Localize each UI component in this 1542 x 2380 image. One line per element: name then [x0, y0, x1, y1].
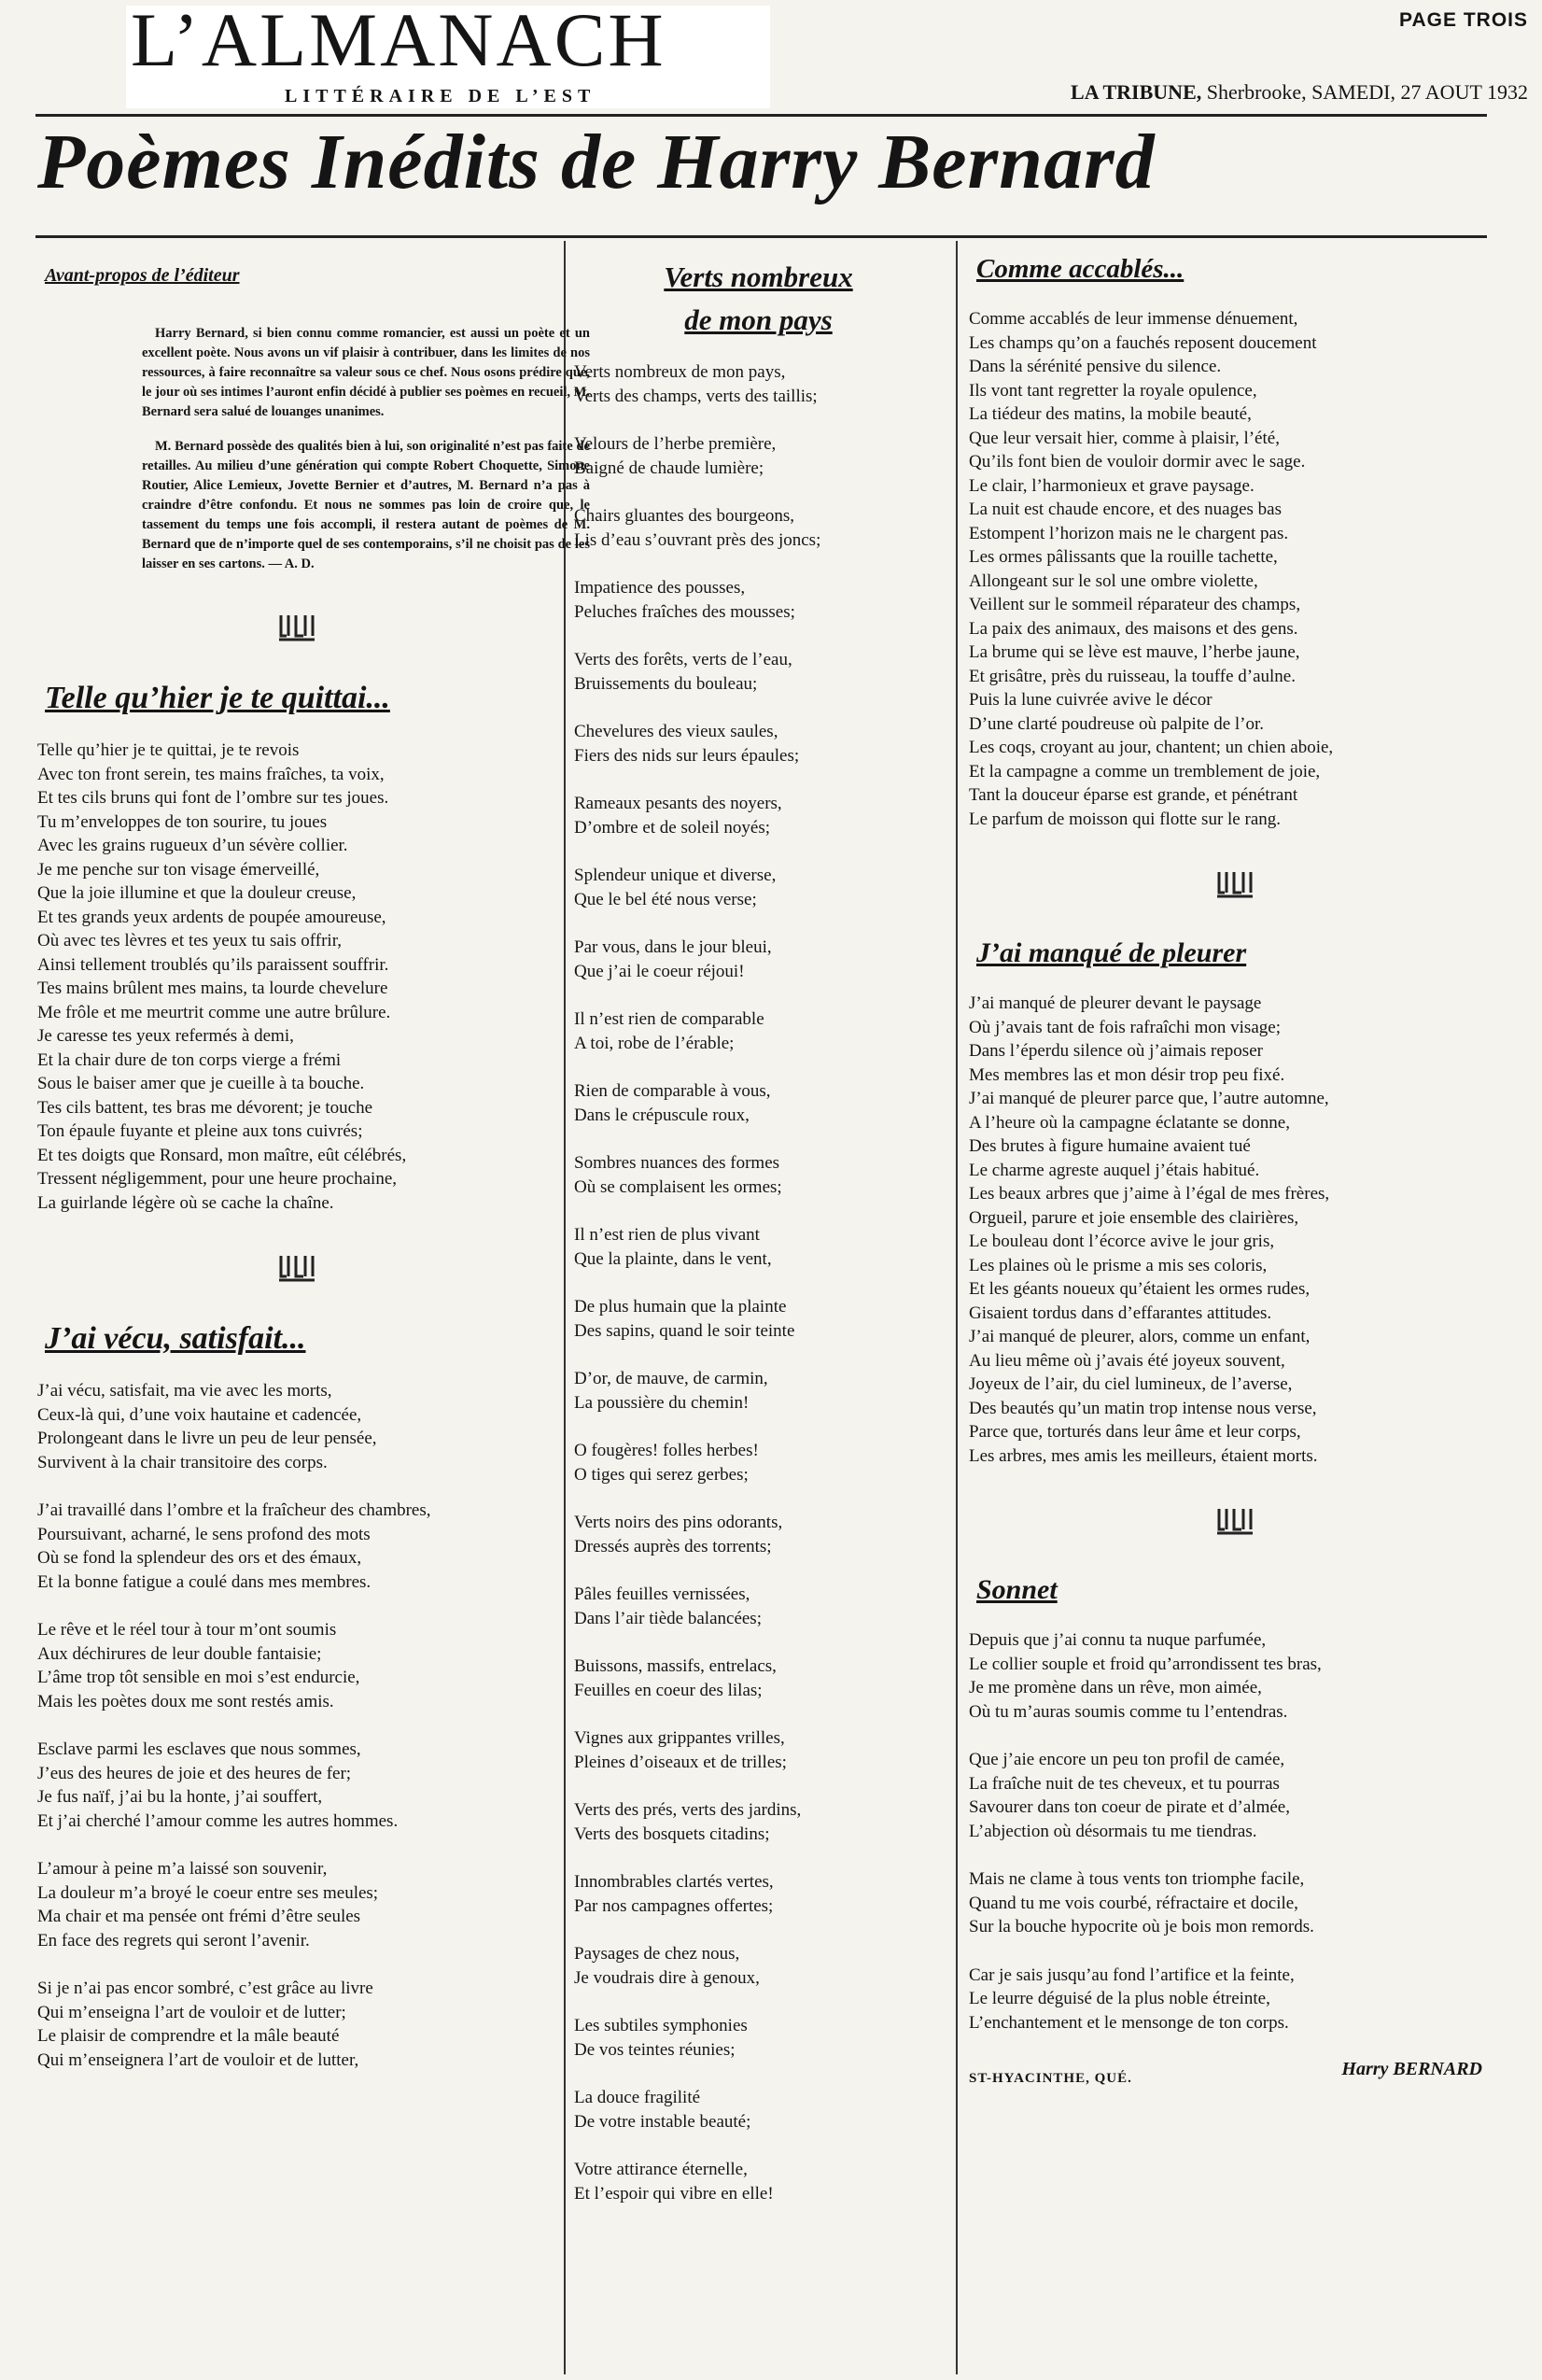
- verse-line: Et les géants noueux qu’étaient les ormes rudes,: [969, 1279, 1311, 1299]
- page-headline: Poèmes Inédits de Harry Bernard: [37, 119, 1156, 205]
- verse-line: La paix des animaux, des maisons et des gens.: [969, 618, 1298, 639]
- page-label: PAGE TROIS: [1399, 9, 1528, 31]
- verse-line: Je me promène dans un rêve, mon aimée,: [969, 1678, 1262, 1697]
- verse-line: Baigné de chaude lumière;: [574, 458, 764, 478]
- verse-line: Paysages de chez nous,: [574, 1944, 740, 1964]
- verse-line: Peluches fraîches des mousses;: [574, 601, 795, 622]
- verse-line: A l’heure où la campagne éclatante se donne,: [969, 1112, 1290, 1133]
- verse-line: Les subtiles symphonies: [574, 2016, 748, 2035]
- verse-line: Allongeant sur le sol une ombre violette,: [969, 570, 1258, 591]
- column-1: [37, 252, 590, 2096]
- verse-line: Je voudrais dire à genoux,: [574, 1967, 760, 1988]
- top-rule: [35, 114, 1487, 117]
- stanza: [574, 360, 943, 408]
- foreword-title: Avant-propos de l’éditeur: [45, 265, 240, 286]
- stanza: [574, 1726, 943, 1774]
- verse-line: Verts des prés, verts des jardins,: [574, 1800, 802, 1820]
- stanza: [969, 1748, 1501, 1843]
- verse-line: Tes mains brûlent mes mains, ta lourde chevelure: [37, 979, 388, 998]
- verse-line: Où se complaisent les ormes;: [574, 1176, 782, 1197]
- verse-line: Et la campagne a comme un tremblement de joie,: [969, 761, 1321, 782]
- verse-line: Je caresse tes yeux refermés à demi,: [37, 1026, 294, 1046]
- poem-title: J’ai vécu, satisfait...: [45, 1321, 306, 1356]
- stanza: [574, 936, 943, 983]
- verse-line: De vos teintes réunies;: [574, 2039, 736, 2060]
- verse-line: Ton épaule fuyante et pleine aux tons cuivrés;: [37, 1121, 363, 1141]
- verse-line: D’une clarté poudreuse où palpite de l’or.: [969, 713, 1265, 734]
- verse-line: Où avec tes lèvres et tes yeux tu sais offrir,: [37, 931, 343, 951]
- headline-rule: [35, 235, 1487, 238]
- verse-line: Il n’est rien de plus vivant: [574, 1225, 760, 1245]
- stanza: [969, 992, 1501, 1468]
- poem-title-line: Verts nombreux: [664, 261, 853, 293]
- column-2: [574, 252, 943, 2230]
- author-signature: Harry BERNARD: [1341, 2059, 1482, 2079]
- stanza: [574, 2014, 943, 2062]
- verse-line: La guirlande légère où se cache la chaîne.: [37, 1192, 334, 1213]
- stanza: [574, 2158, 943, 2205]
- verse-line: Quand tu me vois courbé, réfractaire et docile,: [969, 1893, 1298, 1913]
- verse-line: Il n’est rien de comparable: [574, 1009, 764, 1029]
- verse-line: Esclave parmi les esclaves que nous sommes,: [37, 1739, 361, 1759]
- author-location: ST-HYACINTHE, QUÉ.: [969, 2071, 1132, 2086]
- poem-title: Sonnet: [976, 1574, 1058, 1605]
- stanza: [574, 1583, 943, 1630]
- verse-line: Au lieu même où j’avais été joyeux souvent,: [969, 1350, 1285, 1371]
- verse-line: Le bouleau dont l’écorce avive le jour gris,: [969, 1232, 1275, 1251]
- ornament-icon: [277, 612, 316, 643]
- verse-line: Et tes doigts que Ronsard, mon maître, eût célébrés,: [37, 1145, 407, 1165]
- dateline: [1071, 80, 1528, 105]
- verse-line: Lis d’eau s’ouvrant près des joncs;: [574, 529, 821, 550]
- verse-line: Car je sais jusqu’au fond l’artifice et la feinte,: [969, 1965, 1295, 1985]
- verse-line: Fiers des nids sur leurs épaules;: [574, 745, 800, 766]
- stanza: [969, 307, 1501, 831]
- verse-line: En face des regrets qui seront l’avenir.: [37, 1930, 310, 1950]
- verse-line: Velours de l’herbe première,: [574, 434, 777, 454]
- verse-line: Tant la douceur éparse est grande, et pénétrant: [969, 785, 1298, 805]
- verts-poem-body: [574, 360, 943, 2205]
- verse-line: Parce que, torturés dans leur âme et leur corps,: [969, 1422, 1301, 1442]
- verse-line: Des brutes à figure humaine avaient tué: [969, 1136, 1251, 1156]
- verse-line: Et l’espoir qui vibre en elle!: [574, 2183, 774, 2204]
- verse-line: Le parfum de moisson qui flotte sur le rang.: [969, 809, 1282, 829]
- verse-line: Verts des champs, verts des taillis;: [574, 386, 818, 406]
- verse-line: Savourer dans ton coeur de pirate et d’almée,: [969, 1797, 1290, 1817]
- verse-line: L’amour à peine m’a laissé son souvenir,: [37, 1859, 328, 1879]
- verse-line: Dans la sérénité pensive du silence.: [969, 357, 1222, 376]
- verse-line: D’ombre et de soleil noyés;: [574, 817, 771, 838]
- verse-line: Gisaient tordus dans d’effarantes attitudes.: [969, 1303, 1272, 1323]
- verse-line: Chairs gluantes des bourgeons,: [574, 506, 795, 526]
- verse-line: Que j’aie encore un peu ton profil de camée,: [969, 1750, 1285, 1769]
- verse-line: La douleur m’a broyé le coeur entre ses meules;: [37, 1882, 379, 1903]
- verse-line: Verts nombreux de mon pays,: [574, 362, 786, 382]
- verse-line: Les arbres, mes amis les meilleurs, étaient morts.: [969, 1445, 1318, 1466]
- stanza: [574, 648, 943, 696]
- verse-line: Splendeur unique et diverse,: [574, 866, 777, 885]
- verse-line: Orgueil, parure et joie ensemble des clairières,: [969, 1207, 1299, 1228]
- verse-line: La tiédeur des matins, la mobile beauté,: [969, 404, 1252, 424]
- verse-line: L’abjection où désormais tu me tiendras.: [969, 1821, 1257, 1841]
- verse-line: Sombres nuances des formes: [574, 1153, 780, 1173]
- verse-line: Des beautés qu’un matin trop intense nous verse,: [969, 1398, 1317, 1418]
- verse-line: A toi, robe de l’érable;: [574, 1033, 735, 1053]
- stanza: [574, 1798, 943, 1846]
- stanza: [574, 720, 943, 768]
- column-divider-2: [956, 241, 958, 2374]
- verse-line: Votre attirance éternelle,: [574, 2160, 748, 2179]
- stanza: [574, 1870, 943, 1918]
- verse-line: Les beaux arbres que j’aime à l’égal de mes frères,: [969, 1184, 1330, 1204]
- verse-line: Par nos campagnes offertes;: [574, 1895, 774, 1916]
- verse-line: Pleines d’oiseaux et de trilles;: [574, 1752, 787, 1772]
- verse-line: Bruissements du bouleau;: [574, 673, 758, 694]
- verse-line: Le rêve et le réel tour à tour m’ont soumis: [37, 1620, 337, 1640]
- verse-line: Les ormes pâlissants que la rouille tachette,: [969, 547, 1278, 567]
- verse-line: Dressés auprès des torrents;: [574, 1536, 772, 1556]
- poem-title: [574, 256, 943, 342]
- stanza: [37, 1857, 555, 1952]
- verse-line: Que la plainte, dans le vent,: [574, 1248, 772, 1269]
- verse-line: Joyeux de l’air, du ciel lumineux, de l’averse,: [969, 1374, 1293, 1394]
- poem-title: Telle qu’hier je te quittai...: [45, 681, 390, 715]
- verse-line: Et grisâtre, près du ruisseau, la touffe d’aulne.: [969, 666, 1296, 686]
- verse-line: Telle qu’hier je te quittai, je te revois: [37, 740, 300, 760]
- verse-line: J’ai manqué de pleurer parce que, l’autre automne,: [969, 1089, 1329, 1108]
- verse-line: J’eus des heures de joie et des heures de fer;: [37, 1763, 352, 1783]
- verse-line: J’ai travaillé dans l’ombre et la fraîcheur des chambres,: [37, 1500, 431, 1520]
- verse-line: Que le bel été nous verse;: [574, 889, 757, 909]
- stanza: [574, 576, 943, 624]
- verse-line: Pâles feuilles vernissées,: [574, 1584, 750, 1604]
- stanza: [37, 1738, 555, 1833]
- verse-line: Mais ne clame à tous vents ton triomphe facile,: [969, 1869, 1305, 1889]
- stanza: [969, 1964, 1501, 2035]
- stanza: [969, 1867, 1501, 1939]
- verse-line: Ils vont tant regretter la royale opulence,: [969, 380, 1257, 401]
- stanza: [574, 1655, 943, 1702]
- verse-line: Par vous, dans le jour bleui,: [574, 937, 772, 957]
- stanza: [574, 1439, 943, 1486]
- verse-line: Ainsi tellement troublés qu’ils paraissent souffrir.: [37, 954, 389, 975]
- verse-line: Que la joie illumine et que la douleur creuse,: [37, 883, 357, 903]
- verse-line: J’ai manqué de pleurer, alors, comme un enfant,: [969, 1327, 1311, 1346]
- verse-line: Buissons, massifs, entrelacs,: [574, 1656, 777, 1676]
- stanza: [574, 432, 943, 480]
- poem-title: Comme accablés...: [976, 254, 1185, 284]
- verse-line: Que leur versait hier, comme à plaisir, l’été,: [969, 428, 1280, 448]
- verse-line: Me frôle et me meurtrit comme une autre brûlure.: [37, 1002, 391, 1022]
- verse-line: Ceux-là qui, d’une voix hautaine et cadencée,: [37, 1404, 362, 1425]
- masthead-logo: [126, 0, 770, 108]
- verse-line: Avec les grains rugueux d’un sévère collier.: [37, 836, 348, 855]
- verse-line: Si je n’ai pas encor sombré, c’est grâce au livre: [37, 1979, 373, 1998]
- verse-line: Le collier souple et froid qu’arrondissent tes bras,: [969, 1654, 1322, 1674]
- ornament-icon: [1215, 868, 1255, 900]
- verse-line: Ma chair et ma pensée ont frémi d’être seules: [37, 1907, 361, 1926]
- verse-line: Rameaux pesants des noyers,: [574, 794, 782, 813]
- verse-line: Verts noirs des pins odorants,: [574, 1513, 783, 1532]
- verse-line: Que j’ai le coeur réjoui!: [574, 961, 745, 981]
- verse-line: Qui m’enseigna l’art de vouloir et de lutter;: [37, 2002, 346, 2022]
- foreword-paragraph: M. Bernard possède des qualités bien à lui, son originalité n’est pas faite de retailles. Au milieu d’une génération qui compte Robert Choquette, Simone Routier, Alice Lemieux, Jovette Bernier et d’autres, M. Bernard n’a pas à craindre d’être confondu. Et nous ne sommes pas loin de croire que, le tassement du temps une fois accompli, il restera autant de poèmes de M. Bernard que de n’importe quel de ses contemporains, s’il ne choisit pas de les laisser en ses cartons. — A. D.: [142, 439, 590, 571]
- column-3: [969, 252, 1501, 2087]
- verse-line: De votre instable beauté;: [574, 2111, 751, 2132]
- stanza: [574, 1223, 943, 1271]
- poem-title: J’ai manqué de pleurer: [976, 937, 1247, 968]
- verse-line: O tiges qui serez gerbes;: [574, 1464, 749, 1485]
- verse-line: Aux déchirures de leur double fantaisie;: [37, 1643, 322, 1664]
- verse-line: Où se fond la splendeur des ors et des émaux,: [37, 1548, 362, 1568]
- stanza: [37, 1977, 555, 2072]
- verse-line: Tu m’enveloppes de ton sourire, tu joues: [37, 811, 328, 832]
- stanza: [574, 792, 943, 839]
- dateline-text: Sherbrooke, SAMEDI, 27 AOUT 1932: [1206, 80, 1528, 104]
- verse-line: Tressent négligemment, pour une heure prochaine,: [37, 1169, 398, 1189]
- verse-line: Estompent l’horizon mais ne le chargent pas.: [969, 523, 1289, 543]
- verse-line: Rien de comparable à vous,: [574, 1081, 771, 1101]
- verse-line: Dans l’air tiède balancées;: [574, 1608, 762, 1628]
- stanza: [37, 1499, 555, 1594]
- verse-line: Poursuivant, acharné, le sens profond des mots: [37, 1524, 371, 1544]
- verse-line: Comme accablés de leur immense dénuement,: [969, 309, 1298, 329]
- verse-line: La brume qui se lève est mauve, l’herbe jaune,: [969, 642, 1300, 662]
- verse-line: Les plaines où le prisme a mis ses coloris,: [969, 1255, 1268, 1275]
- verse-line: Puis la lune cuivrée avive le décor: [969, 690, 1213, 710]
- ornament-icon: [1215, 1505, 1255, 1537]
- stanza: [574, 864, 943, 911]
- verse-line: De plus humain que la plainte: [574, 1297, 787, 1317]
- verse-line: Où j’avais tant de fois rafraîchi mon visage;: [969, 1017, 1281, 1037]
- poem-title-line: de mon pays: [684, 303, 833, 336]
- verse-line: Feuilles en coeur des lilas;: [574, 1680, 763, 1700]
- verse-line: Qui m’enseignera l’art de vouloir et de lutter,: [37, 2049, 359, 2070]
- verse-line: Verts des forêts, verts de l’eau,: [574, 650, 792, 669]
- verse-line: Et la bonne fatigue a coulé dans mes membres.: [37, 1571, 371, 1592]
- masthead-subtitle: LITTÉRAIRE DE L’EST: [285, 86, 596, 106]
- verse-line: Mes membres las et mon désir trop peu fixé.: [969, 1064, 1285, 1085]
- stanza: [574, 1295, 943, 1343]
- newspaper-name: LA TRIBUNE,: [1071, 80, 1202, 104]
- verse-line: Dans l’éperdu silence où j’aimais reposer: [969, 1041, 1263, 1061]
- verse-line: Sur la bouche hypocrite où je bois mon remords.: [969, 1917, 1314, 1936]
- verse-line: La douce fragilité: [574, 2088, 701, 2107]
- verse-line: Impatience des pousses,: [574, 578, 746, 598]
- verse-line: Les coqs, croyant au jour, chantent; un chien aboie,: [969, 738, 1334, 757]
- stanza: [574, 1367, 943, 1415]
- verse-line: Et tes grands yeux ardents de poupée amoureuse,: [37, 907, 386, 927]
- verse-line: La nuit est chaude encore, et des nuages bas: [969, 500, 1283, 519]
- verse-line: Verts des bosquets citadins;: [574, 1824, 770, 1844]
- stanza: [37, 1379, 555, 1474]
- verse-line: Chevelures des vieux saules,: [574, 722, 778, 741]
- verse-line: Innombrables clartés vertes,: [574, 1872, 774, 1892]
- verse-line: Prolongeant dans le livre un peu de leur pensée,: [37, 1429, 377, 1448]
- verse-line: L’âme trop tôt sensible en moi s’est endurcie,: [37, 1668, 360, 1687]
- verse-line: La fraîche nuit de tes cheveux, et tu pourras: [969, 1773, 1280, 1794]
- verse-line: Et tes cils bruns qui font de l’ombre sur tes joues.: [37, 788, 389, 808]
- verse-line: Tes cils battent, tes bras me dévorent; je touche: [37, 1097, 373, 1118]
- stanza: [969, 1628, 1501, 1724]
- stanza: [574, 1942, 943, 1990]
- verse-line: D’or, de mauve, de carmin,: [574, 1369, 768, 1388]
- verse-line: Où tu m’auras soumis comme tu l’entendras.: [969, 1701, 1288, 1722]
- verse-line: Avec ton front serein, tes mains fraîches, ta voix,: [37, 764, 385, 784]
- verse-line: J’ai manqué de pleurer devant le paysage: [969, 993, 1262, 1013]
- verse-line: Et j’ai cherché l’amour comme les autres hommes.: [37, 1810, 399, 1831]
- verse-line: Vignes aux grippantes vrilles,: [574, 1728, 785, 1748]
- foreword-text: [142, 324, 590, 574]
- verse-line: Sous le baiser amer que je cueille à ta bouche.: [37, 1074, 365, 1093]
- stanza: [574, 1007, 943, 1055]
- verse-line: Et la chair dure de ton corps vierge a frémi: [37, 1049, 342, 1070]
- verse-line: La poussière du chemin!: [574, 1392, 750, 1413]
- verse-line: Mais les poètes doux me sont restés amis.: [37, 1691, 334, 1711]
- verse-line: Dans le crépuscule roux,: [574, 1105, 750, 1125]
- verse-line: Le leurre déguisé de la plus noble étreinte,: [969, 1989, 1270, 2008]
- stanza: [574, 504, 943, 552]
- ornament-icon: [277, 1252, 316, 1284]
- verse-line: Survivent à la chair transitoire des corps.: [37, 1452, 328, 1472]
- masthead-title: L’ALMANACH: [131, 0, 666, 82]
- verse-line: L’enchantement et le mensonge de ton corps.: [969, 2012, 1289, 2033]
- verse-line: Je fus naïf, j’ai bu la honte, j’ai souffert,: [37, 1787, 323, 1807]
- stanza: [37, 739, 555, 1215]
- verse-line: O fougères! folles herbes!: [574, 1441, 759, 1460]
- verse-line: Le plaisir de comprendre et la mâle beauté: [37, 2026, 340, 2046]
- verse-line: Je me penche sur ton visage émerveillé,: [37, 859, 320, 880]
- stanza: [574, 2086, 943, 2134]
- stanza: [574, 1511, 943, 1558]
- verse-line: Les champs qu’on a fauchés reposent doucement: [969, 332, 1317, 353]
- stanza: [574, 1151, 943, 1199]
- verse-line: Le charme agreste auquel j’étais habitué.: [969, 1160, 1260, 1180]
- verse-line: Le clair, l’harmonieux et grave paysage.: [969, 475, 1255, 496]
- verse-line: Veillent sur le sommeil réparateur des champs,: [969, 595, 1301, 614]
- stanza: [574, 1079, 943, 1127]
- verse-line: J’ai vécu, satisfait, ma vie avec les morts,: [37, 1381, 332, 1401]
- stanza: [37, 1618, 555, 1713]
- foreword-paragraph: Harry Bernard, si bien connu comme romancier, est aussi un poète et un excellent poète. Nous avons un vif plaisir à contribuer, dans les limites de nos ressources, à faire reconnaître sa valeur sous ce chef. Nous osons prédire que, le jour où ses intimes l’auront enfin décidé à publier ses poèmes en recueil, M. Bernard sera salué de louanges unanimes.: [142, 326, 590, 419]
- verse-line: Qu’ils font bien de vouloir dormir avec le sage.: [969, 452, 1306, 472]
- verse-line: Depuis que j’ai connu ta nuque parfumée,: [969, 1630, 1267, 1650]
- verse-line: Des sapins, quand le soir teinte: [574, 1320, 795, 1341]
